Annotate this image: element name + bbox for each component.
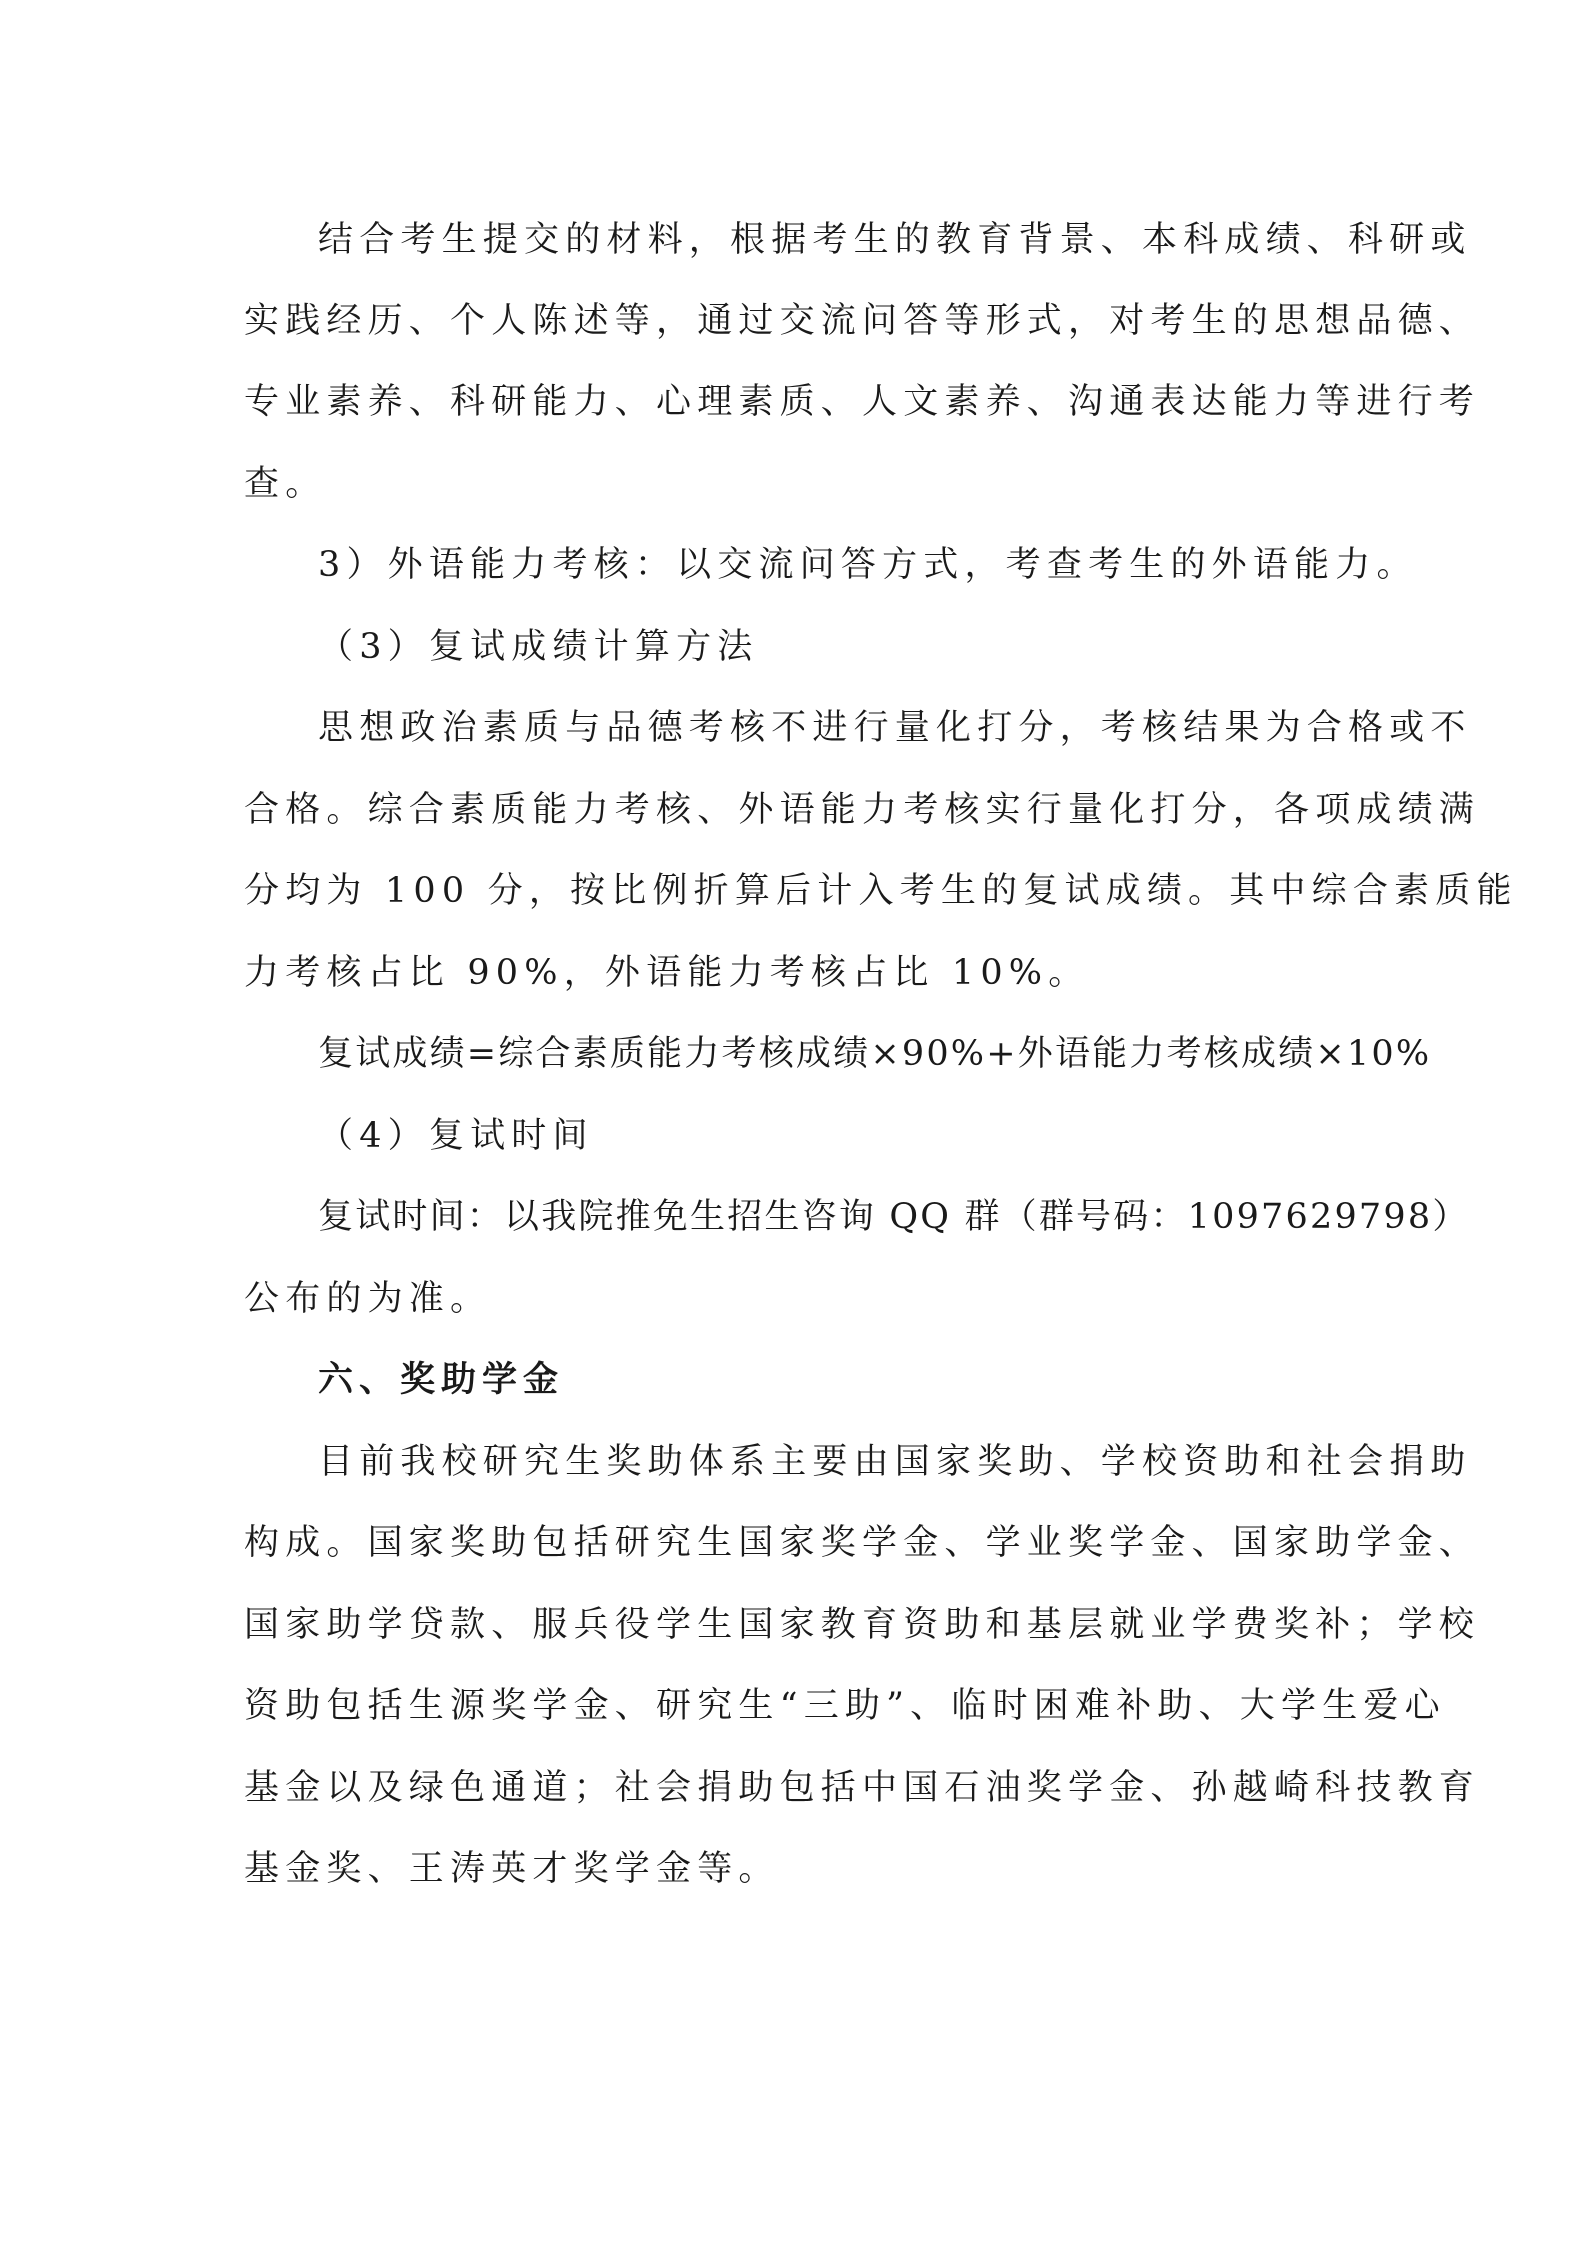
paragraph-line: 国家助学贷款、服兵役学生国家教育资助和基层就业学费奖补；学校 (244, 1605, 1481, 1645)
paragraph-line: 复试时间：以我院推免生招生咨询 QQ 群（群号码：1097629798） (318, 1197, 1470, 1237)
paragraph-line: 公布的为准。 (244, 1279, 492, 1319)
paragraph-line: 基金奖、王涛英才奖学金等。 (244, 1849, 780, 1889)
formula-line: 复试成绩=综合素质能力考核成绩×90%+外语能力考核成绩×10% (318, 1034, 1432, 1074)
paragraph-line: 资助包括生源奖学金、研究生“三助”、临时困难补助、大学生爱心 (244, 1686, 1446, 1726)
paragraph-line: 构成。国家奖助包括研究生国家奖学金、学业奖学金、国家助学金、 (244, 1523, 1481, 1563)
paragraph-line: 查。 (244, 464, 327, 504)
paragraph-line: 思想政治素质与品德考核不进行量化打分，考核结果为合格或不 (318, 708, 1472, 748)
section-heading: 六、奖助学金 (318, 1360, 565, 1400)
paragraph-line: 分均为 100 分，按比例折算后计入考生的复试成绩。其中综合素质能 (244, 871, 1518, 911)
subsection-heading: （3）复试成绩计算方法 (318, 627, 759, 667)
paragraph-line: 结合考生提交的材料，根据考生的教育背景、本科成绩、科研或 (318, 220, 1472, 260)
subsection-heading: （4）复试时间 (318, 1116, 594, 1156)
paragraph-line: 基金以及绿色通道；社会捐助包括中国石油奖学金、孙越崎科技教育 (244, 1768, 1481, 1808)
paragraph-line: 3）外语能力考核：以交流问答方式，考查考生的外语能力。 (318, 545, 1418, 585)
paragraph-line: 实践经历、个人陈述等，通过交流问答等形式，对考生的思想品德、 (244, 301, 1481, 341)
paragraph-line: 力考核占比 90%，外语能力考核占比 10%。 (244, 953, 1090, 993)
paragraph-line: 合格。综合素质能力考核、外语能力考核实行量化打分，各项成绩满 (244, 790, 1481, 830)
paragraph-line: 目前我校研究生奖助体系主要由国家奖助、学校资助和社会捐助 (318, 1442, 1472, 1482)
paragraph-line: 专业素养、科研能力、心理素质、人文素养、沟通表达能力等进行考 (244, 382, 1481, 422)
